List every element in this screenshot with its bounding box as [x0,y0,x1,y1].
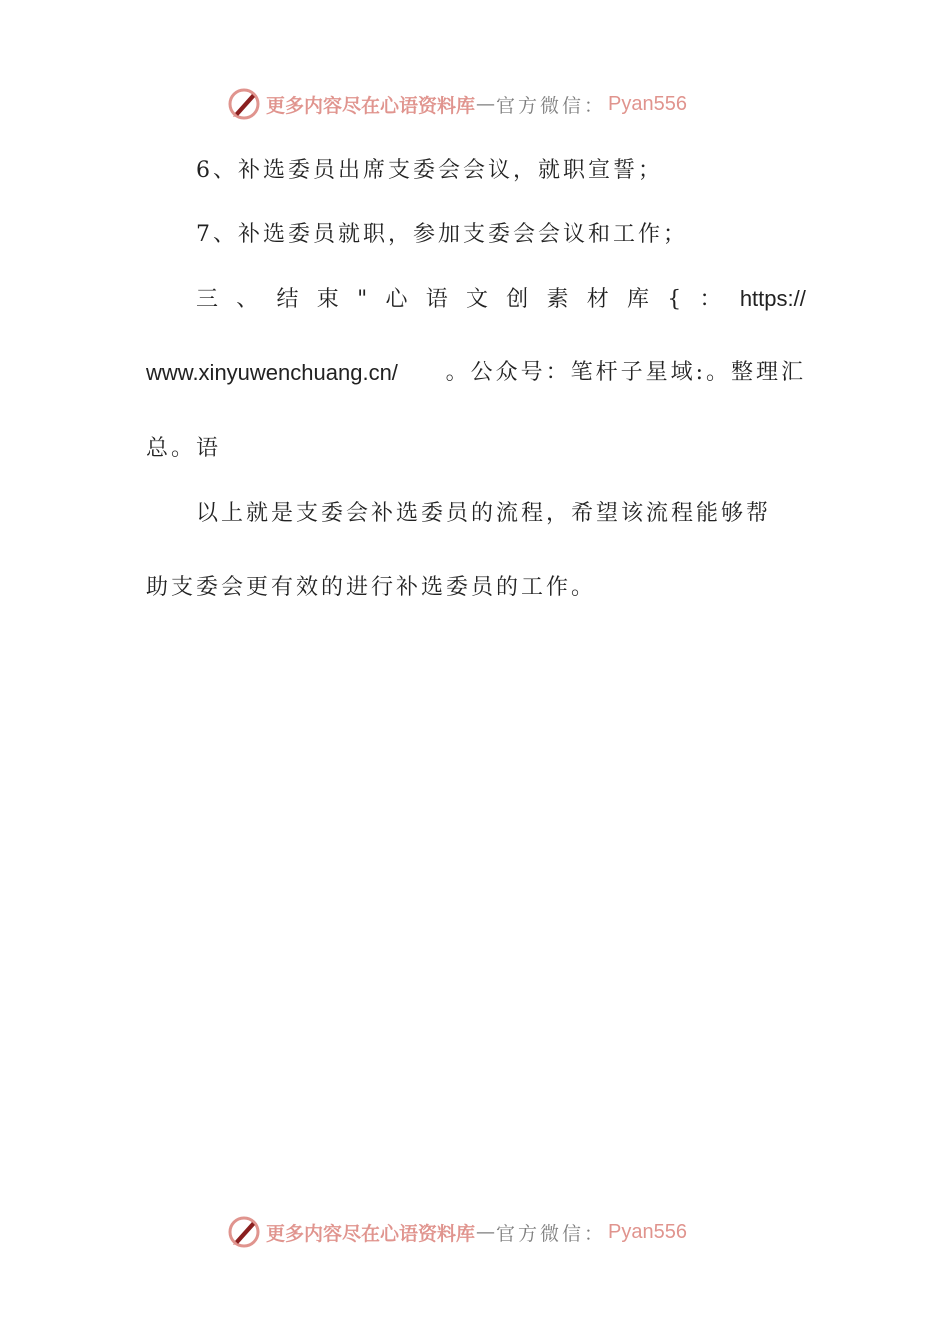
header-banner [226,84,687,124]
footer-brand-text: 更多内容尽在心语资料库 [266,1222,476,1245]
footer-wechat-label: 官方微信： [496,1222,607,1245]
section-3-char: 三 [196,287,219,312]
section-3-char: 文 [465,287,488,312]
section-3-line-2 [146,358,806,388]
section-3-char: ： [699,287,722,312]
section-3-char: 语 [425,287,448,312]
pen-logo-icon [226,86,262,122]
header-wechat-id: Pyan556 [608,92,687,115]
section-3-char: { [667,287,682,312]
section-3-char: 库 [627,287,650,312]
section-3-char: https:// [739,286,806,311]
section-3-line-3: 总。语 [146,436,222,461]
footer-wechat-id: Pyan556 [608,1220,687,1243]
list-item-6: 6、补选委员出席支委会会议，就职宣誓； [196,158,663,183]
section-3-line-2-text: 。公众号：笔杆子星域:。整理汇 [445,360,806,385]
section-3-char: 、 [236,287,259,312]
conclusion-line-2: 助支委会更有效的进行补选委员的工作。 [146,575,597,600]
header-brand-text: 更多内容尽在心语资料库 [266,94,476,117]
section-3-line-1 [196,284,806,315]
footer-banner [226,1212,687,1252]
section-3-char: 素 [546,287,569,312]
section-3-char: 结 [276,287,299,312]
website-url: www.xinyuwenchuang.cn/ [146,360,398,385]
conclusion-line-1: 以上就是支委会补选委员的流程，希望该流程能够帮 [196,501,772,526]
header-wechat-label: 官方微信： [496,94,607,117]
pen-logo-icon [226,1214,262,1250]
footer-dash: — [476,1221,496,1243]
section-3-char: 材 [586,287,609,312]
section-3-char: 束 [316,287,339,312]
section-3-char: " [357,287,368,312]
header-dash: — [476,93,496,115]
list-item-7: 7、补选委员就职，参加支委会会议和工作； [196,222,688,247]
section-3-char: 创 [506,287,529,312]
section-3-char: 心 [385,287,408,312]
